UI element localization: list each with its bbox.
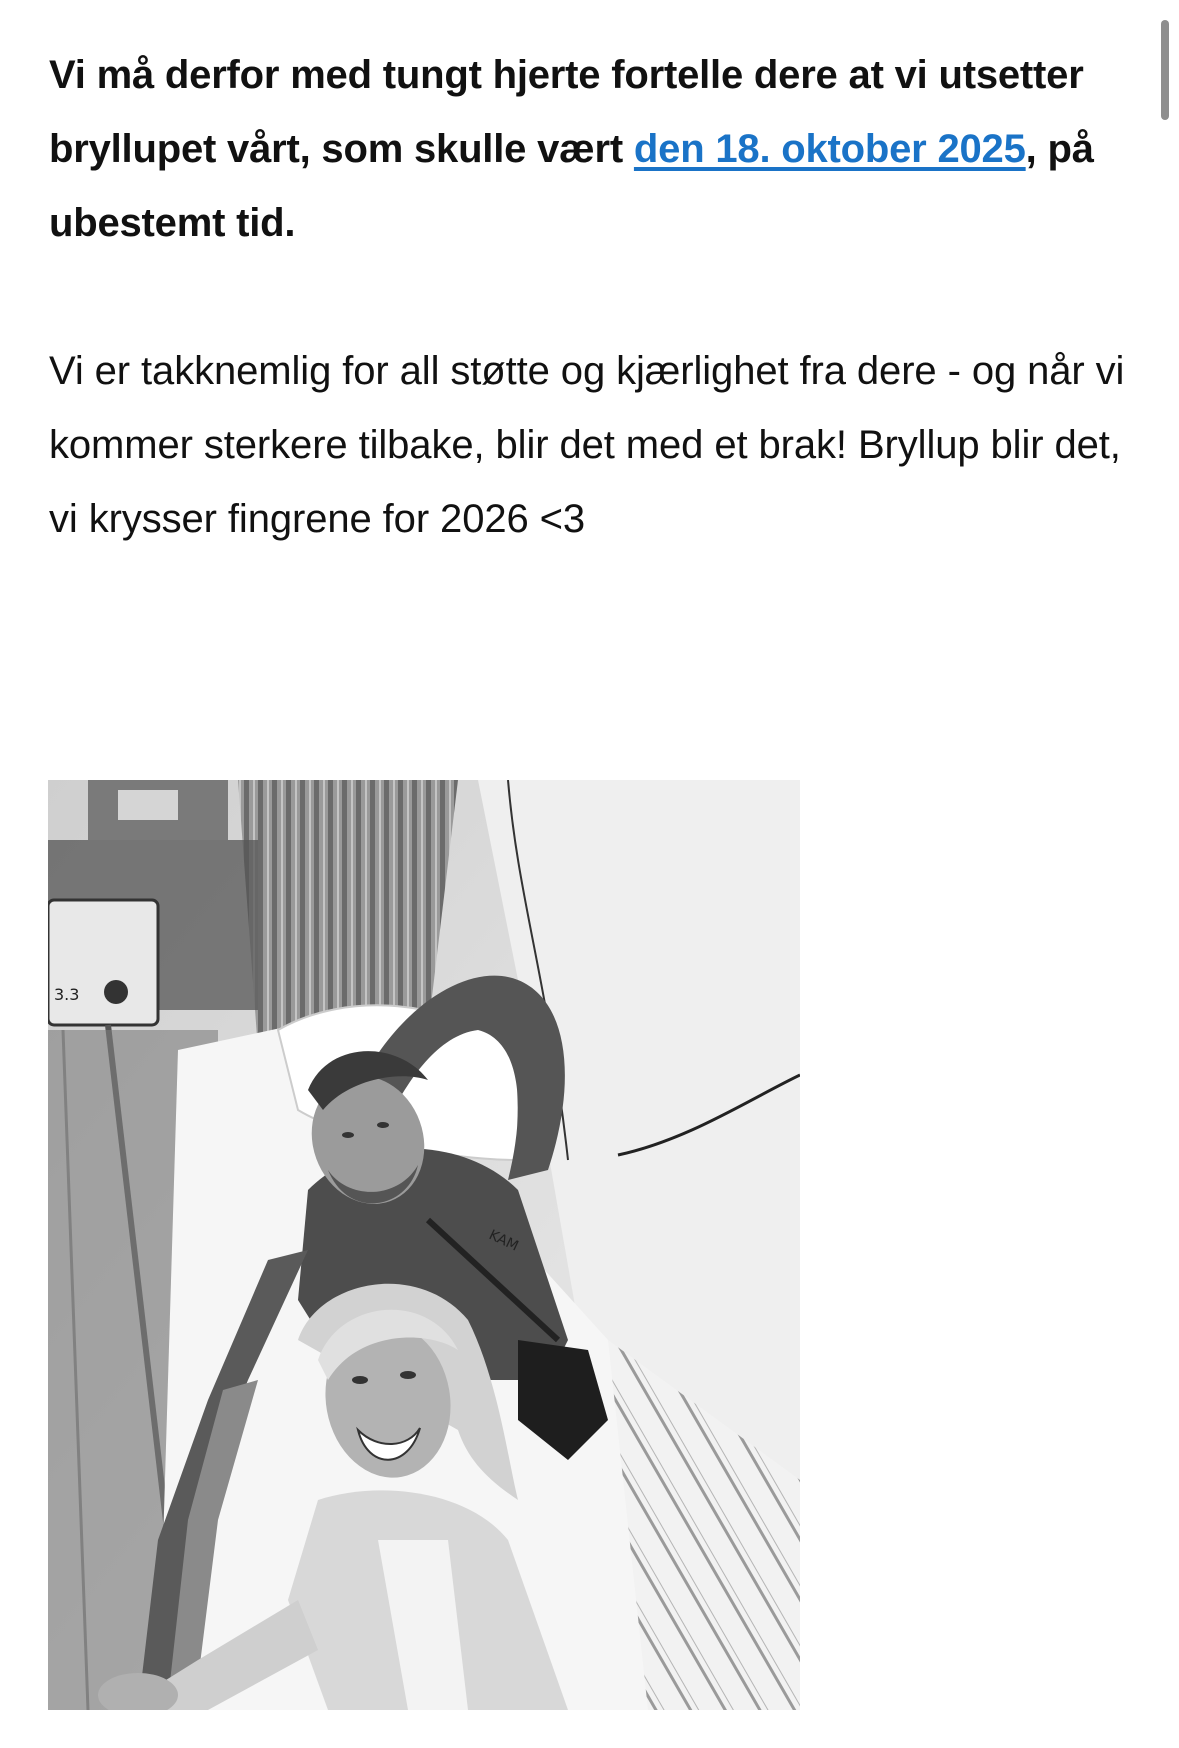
shirt-logo: KAM [486,1227,521,1255]
thanks-line-4: Bryllup blir det, vi krysser fingrene for 2026 <3 [49,423,1121,541]
article-content [49,38,1129,556]
thanks-line-3: brak! [758,423,847,467]
monitor-readout: 3.3 [54,985,80,1004]
monitor-screen [118,790,178,820]
announcement-text-start: Vi må derfor med tungt hjerte fortelle dere at vi utsetter bryllupet vårt, som skulle vært [49,53,1084,171]
announcement-paragraph [49,38,1129,260]
announcement-text-end: , på ubestemt tid. [49,127,1094,245]
scrollbar[interactable] [1161,20,1169,120]
thanks-line-2: og når vi kommer sterkere tilbake, blir det med et [49,349,1125,467]
iv-pump [48,900,158,1025]
thanks-line-1: Vi er takknemlig for all støtte og kjærlighet fra dere - [49,349,961,393]
thanks-paragraph [49,334,1129,556]
hospital-couple-photo [48,780,800,1710]
wedding-date-link[interactable]: den 18. oktober 2025 [633,127,1026,171]
